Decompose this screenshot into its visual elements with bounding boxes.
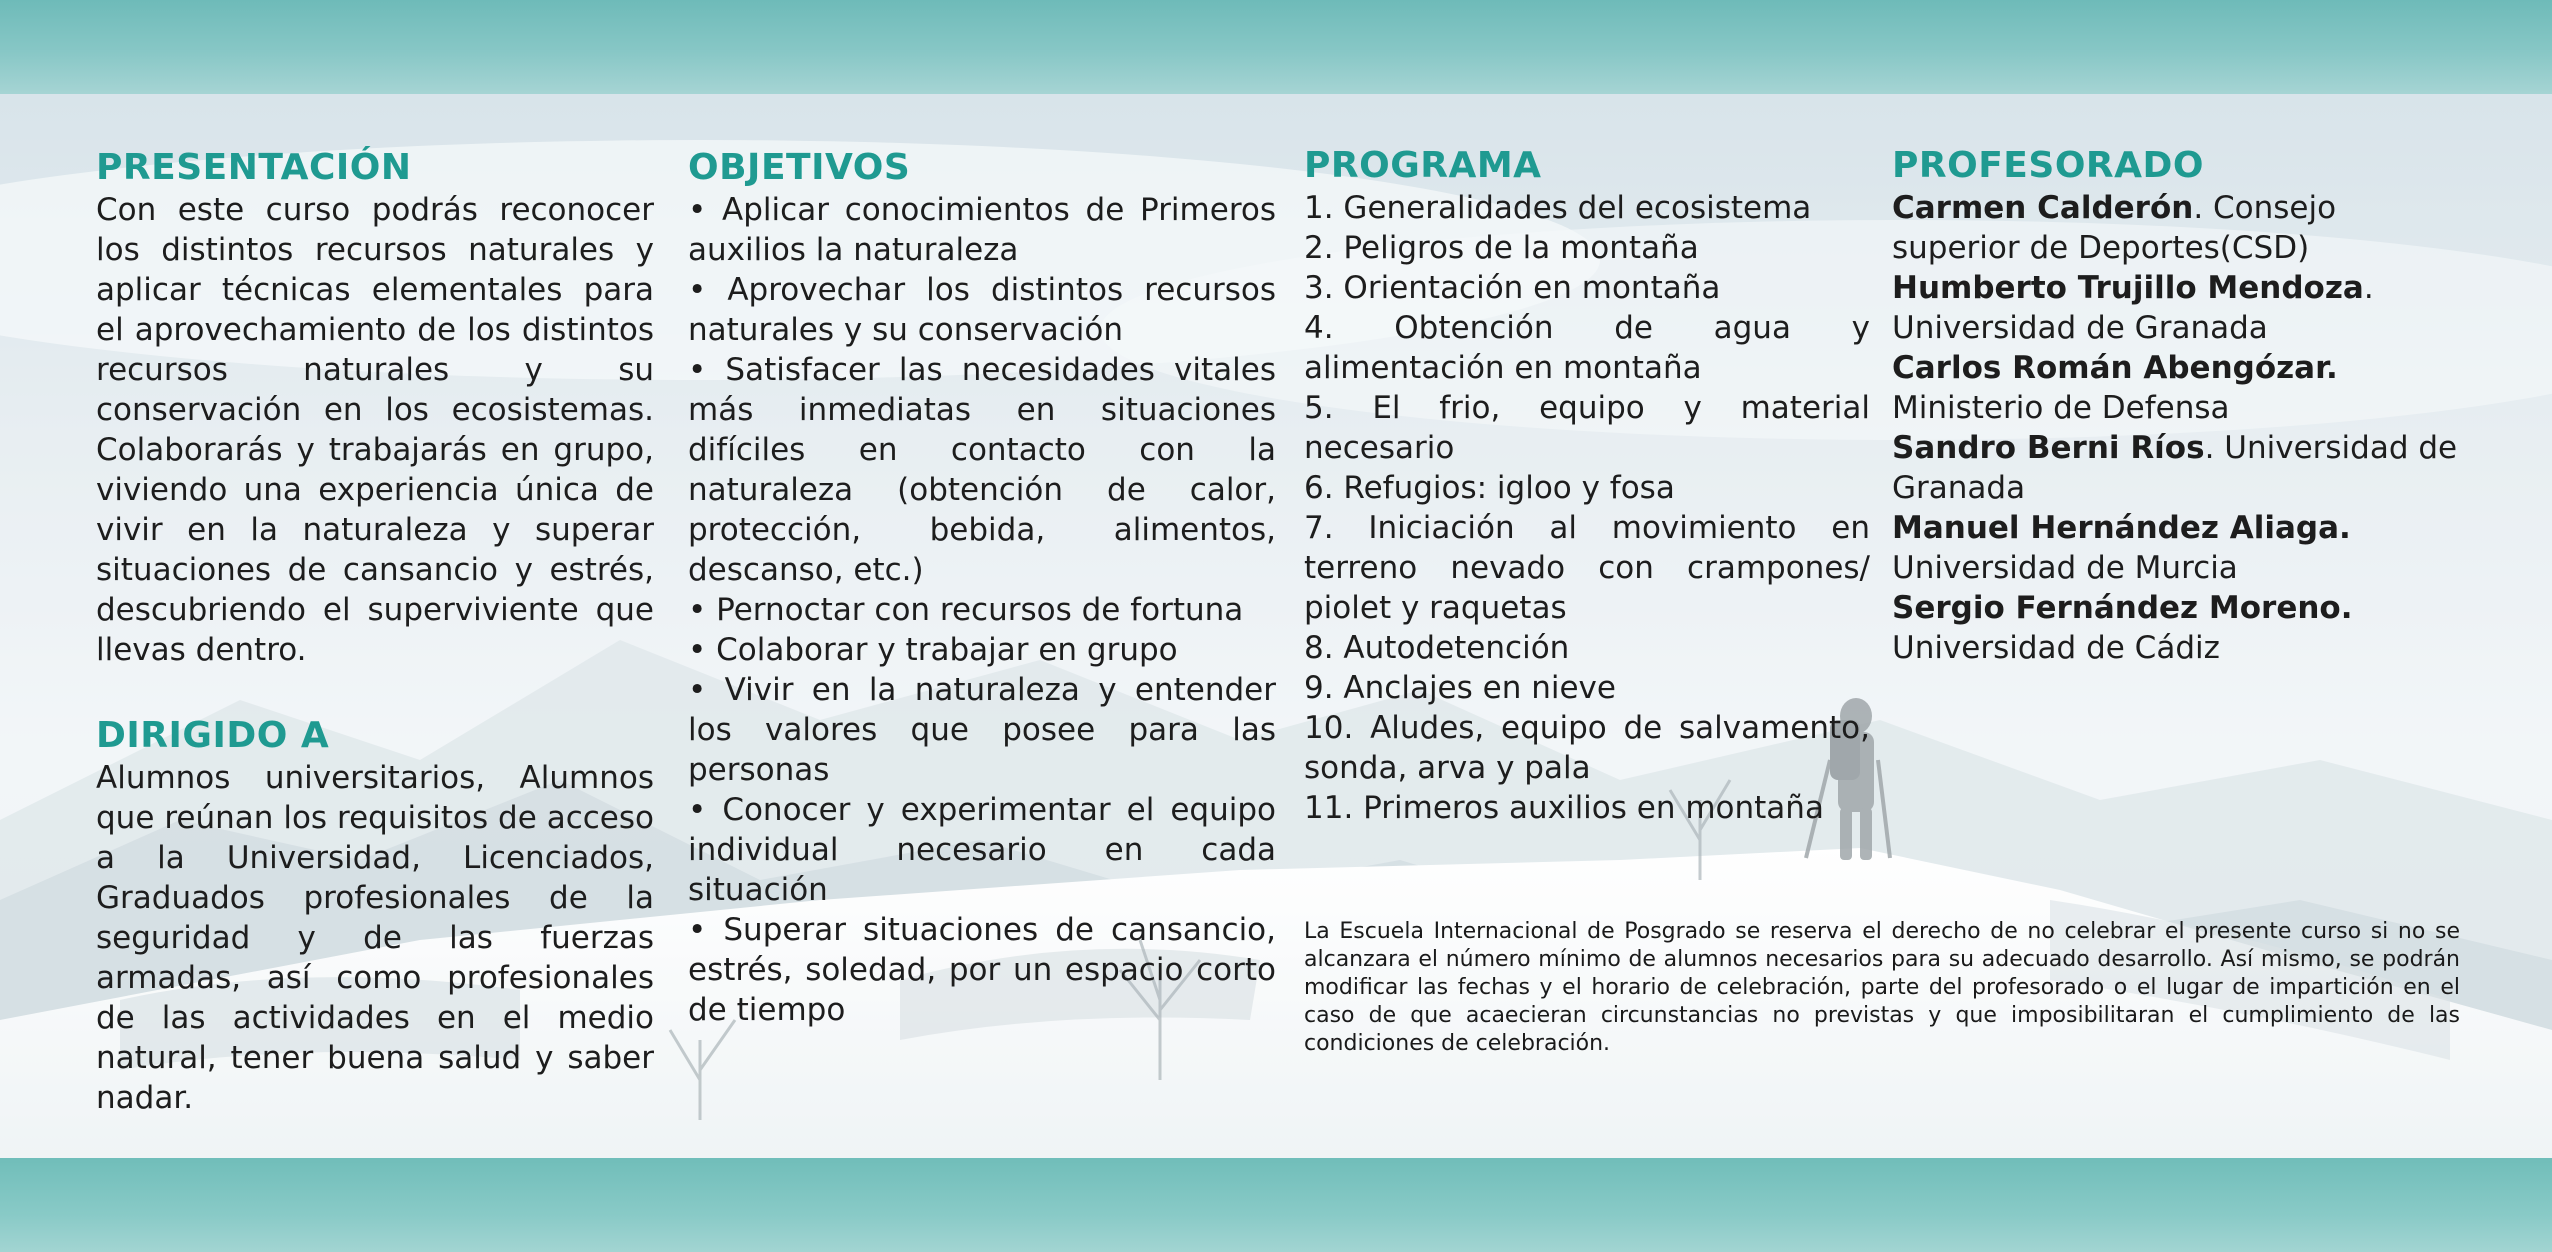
list-item: 10. Aludes, equipo de salvamento, sonda, arva y pala: [1304, 710, 1870, 786]
objetivos-section: [688, 146, 1276, 1030]
list-item: 2. Peligros de la montaña: [1304, 230, 1699, 266]
top-teal-band: [0, 0, 2552, 94]
professor-entry: [1892, 588, 2458, 668]
professor-name: Sergio Fernández Moreno.: [1892, 590, 2353, 626]
presentacion-text: Con este curso podrás reconocer los distintos recursos naturales y aplicar técnicas elementales para el aprovechamiento de los distintos recursos naturales y su conservación en los ecosistemas. Colaborarás y trabajarás en grupo, viviendo una experiencia única de vivir en la naturaleza y superar situaciones de cansancio y estrés, descubriendo el superviviente que llevas dentro.: [96, 192, 654, 668]
list-item: • Colaborar y trabajar en grupo: [688, 632, 1178, 668]
list-item: • Aplicar conocimientos de Primeros auxilios la naturaleza: [688, 192, 1276, 268]
bottom-teal-band: [0, 1158, 2552, 1252]
programa-list: [1304, 188, 1870, 828]
disclaimer-text: La Escuela Internacional de Posgrado se reserva el derecho de no celebrar el presente curso si no se alcanzara el número mínimo de alumnos necesarios para su adecuado desarrollo. Así mismo, se podrán modificar las fechas y el horario de celebración, parte del profesorado o el lugar de impartición en el caso de que acaecieran circunstancias no previstas y que imposibilitaran el cumplimiento de las condiciones de celebración.: [1304, 919, 2460, 1056]
list-item: 5. El frio, equipo y material necesario: [1304, 390, 1870, 466]
profesorado-heading: PROFESORADO: [1892, 145, 2204, 186]
list-item: • Pernoctar con recursos de fortuna: [688, 592, 1244, 628]
presentacion-section: [96, 146, 654, 670]
professor-name: Humberto Trujillo Mendoza: [1892, 270, 2364, 306]
list-item: 3. Orientación en montaña: [1304, 270, 1721, 306]
profesorado-section: [1892, 144, 2458, 668]
professor-affiliation: Universidad de Murcia: [1892, 550, 2238, 586]
professor-affiliation: Ministerio de Defensa: [1892, 390, 2230, 426]
objetivos-list: [688, 190, 1276, 1030]
programa-section: [1304, 144, 1870, 828]
list-item: 8. Autodetención: [1304, 630, 1570, 666]
list-item: 7. Iniciación al movimiento en terreno nevado con crampones/ piolet y raquetas: [1304, 510, 1870, 626]
professor-entry: [1892, 508, 2458, 588]
presentacion-heading: PRESENTACIÓN: [96, 147, 412, 188]
list-item: • Aprovechar los distintos recursos naturales y su conservación: [688, 272, 1276, 348]
dirigido-section: [96, 714, 654, 1118]
professor-name: Carmen Calderón: [1892, 190, 2194, 226]
professor-name: Carlos Román Abengózar.: [1892, 350, 2338, 386]
objetivos-heading: OBJETIVOS: [688, 147, 911, 188]
programa-heading: PROGRAMA: [1304, 145, 1542, 186]
list-item: 9. Anclajes en nieve: [1304, 670, 1616, 706]
professor-name: Sandro Berni Ríos: [1892, 430, 2205, 466]
professor-affiliation: . Universidad de Granada: [1892, 430, 2458, 506]
professor-affiliation: . Consejo superior de Deportes(CSD): [1892, 190, 2337, 266]
list-item: • Satisfacer las necesidades vitales más inmediatas en situaciones difíciles en contacto con la naturaleza (obtención de calor, protección, bebida, alimentos, descanso, etc.): [688, 352, 1276, 588]
professor-entry: [1892, 188, 2458, 268]
list-item: 11. Primeros auxilios en montaña: [1304, 790, 1824, 826]
professor-affiliation: Universidad de Cádiz: [1892, 630, 2220, 666]
list-item: 1. Generalidades del ecosistema: [1304, 190, 1812, 226]
list-item: • Conocer y experimentar el equipo individual necesario en cada situación: [688, 792, 1276, 908]
dirigido-heading: DIRIGIDO A: [96, 715, 330, 756]
list-item: • Vivir en la naturaleza y entender los valores que posee para las personas: [688, 672, 1276, 788]
professor-entry: [1892, 348, 2458, 428]
professor-name: Manuel Hernández Aliaga.: [1892, 510, 2351, 546]
list-item: 6. Refugios: igloo y fosa: [1304, 470, 1675, 506]
professor-entry: [1892, 268, 2458, 348]
professor-affiliation: . Universidad de Granada: [1892, 270, 2374, 346]
professor-entry: [1892, 428, 2458, 508]
list-item: • Superar situaciones de cansancio, estrés, soledad, por un espacio corto de tiempo: [688, 912, 1276, 1028]
dirigido-text: Alumnos universitarios, Alumnos que reúnan los requisitos de acceso a la Universidad, Licenciados, Graduados profesionales de la seguridad y de las fuerzas armadas, así como profesionales de las actividades en el medio natural, tener buena salud y saber nadar.: [96, 760, 654, 1116]
list-item: 4. Obtención de agua y alimentación en montaña: [1304, 310, 1870, 386]
